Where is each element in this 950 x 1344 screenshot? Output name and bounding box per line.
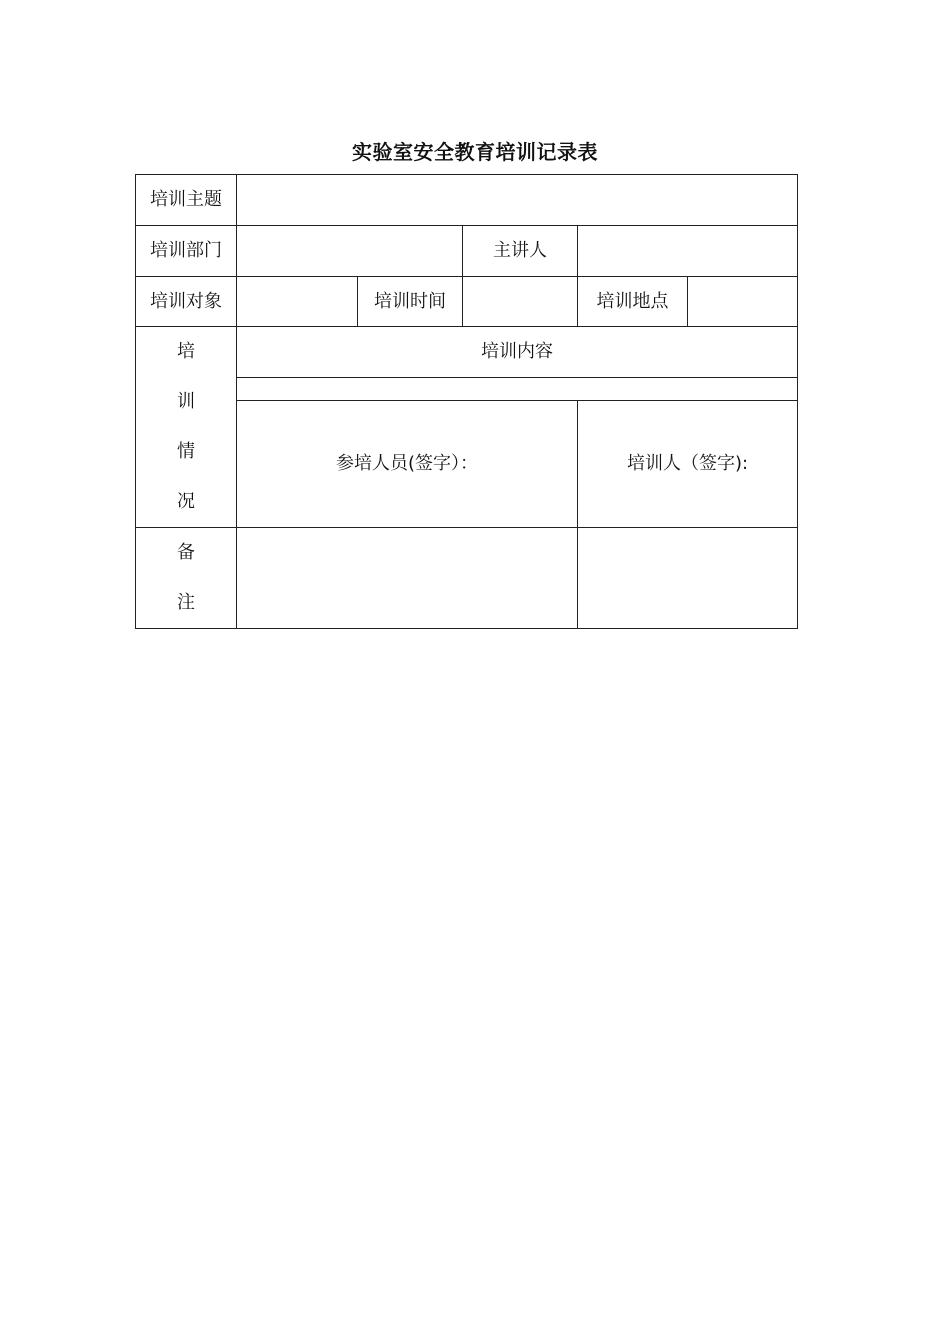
speaker-label: 主讲人 bbox=[463, 226, 578, 277]
remarks-label-char: 注 bbox=[177, 592, 195, 613]
situation-label-char: 情 bbox=[177, 441, 195, 462]
form-title: 实验室安全教育培训记录表 bbox=[352, 140, 598, 164]
speaker-field[interactable] bbox=[578, 226, 798, 277]
remarks-right-field[interactable] bbox=[578, 528, 798, 629]
remarks-label-char: 备 bbox=[177, 542, 195, 563]
remarks-label bbox=[136, 528, 237, 629]
department-field[interactable] bbox=[237, 226, 463, 277]
participants-signature-label: 参培人员(签字）： bbox=[335, 452, 479, 474]
table-row-remarks bbox=[136, 528, 798, 629]
time-field[interactable] bbox=[463, 277, 578, 327]
audience-field[interactable] bbox=[237, 277, 358, 327]
department-label: 培训部门 bbox=[136, 226, 237, 277]
table-row-department bbox=[136, 226, 798, 277]
location-label: 培训地点 bbox=[578, 277, 688, 327]
remarks-left-field[interactable] bbox=[237, 528, 578, 629]
table-row-audience bbox=[136, 277, 798, 327]
table-row-content-header bbox=[136, 327, 798, 378]
trainer-signature-label: 培训人（签字): bbox=[626, 452, 749, 474]
content-field[interactable] bbox=[237, 377, 798, 400]
content-label: 培训内容 bbox=[237, 327, 798, 378]
table-row-topic bbox=[136, 175, 798, 226]
topic-label: 培训主题 bbox=[136, 175, 237, 226]
time-label: 培训时间 bbox=[358, 277, 463, 327]
situation-label bbox=[136, 327, 237, 528]
topic-field[interactable] bbox=[237, 175, 798, 226]
trainer-signature-field[interactable] bbox=[578, 400, 798, 527]
participants-signature-field[interactable] bbox=[237, 400, 578, 527]
training-record-table bbox=[135, 174, 798, 629]
situation-label-char: 训 bbox=[177, 391, 195, 412]
location-field[interactable] bbox=[688, 277, 798, 327]
audience-label: 培训对象 bbox=[136, 277, 237, 327]
situation-label-char: 况 bbox=[177, 491, 195, 512]
situation-label-char: 培 bbox=[177, 341, 195, 362]
